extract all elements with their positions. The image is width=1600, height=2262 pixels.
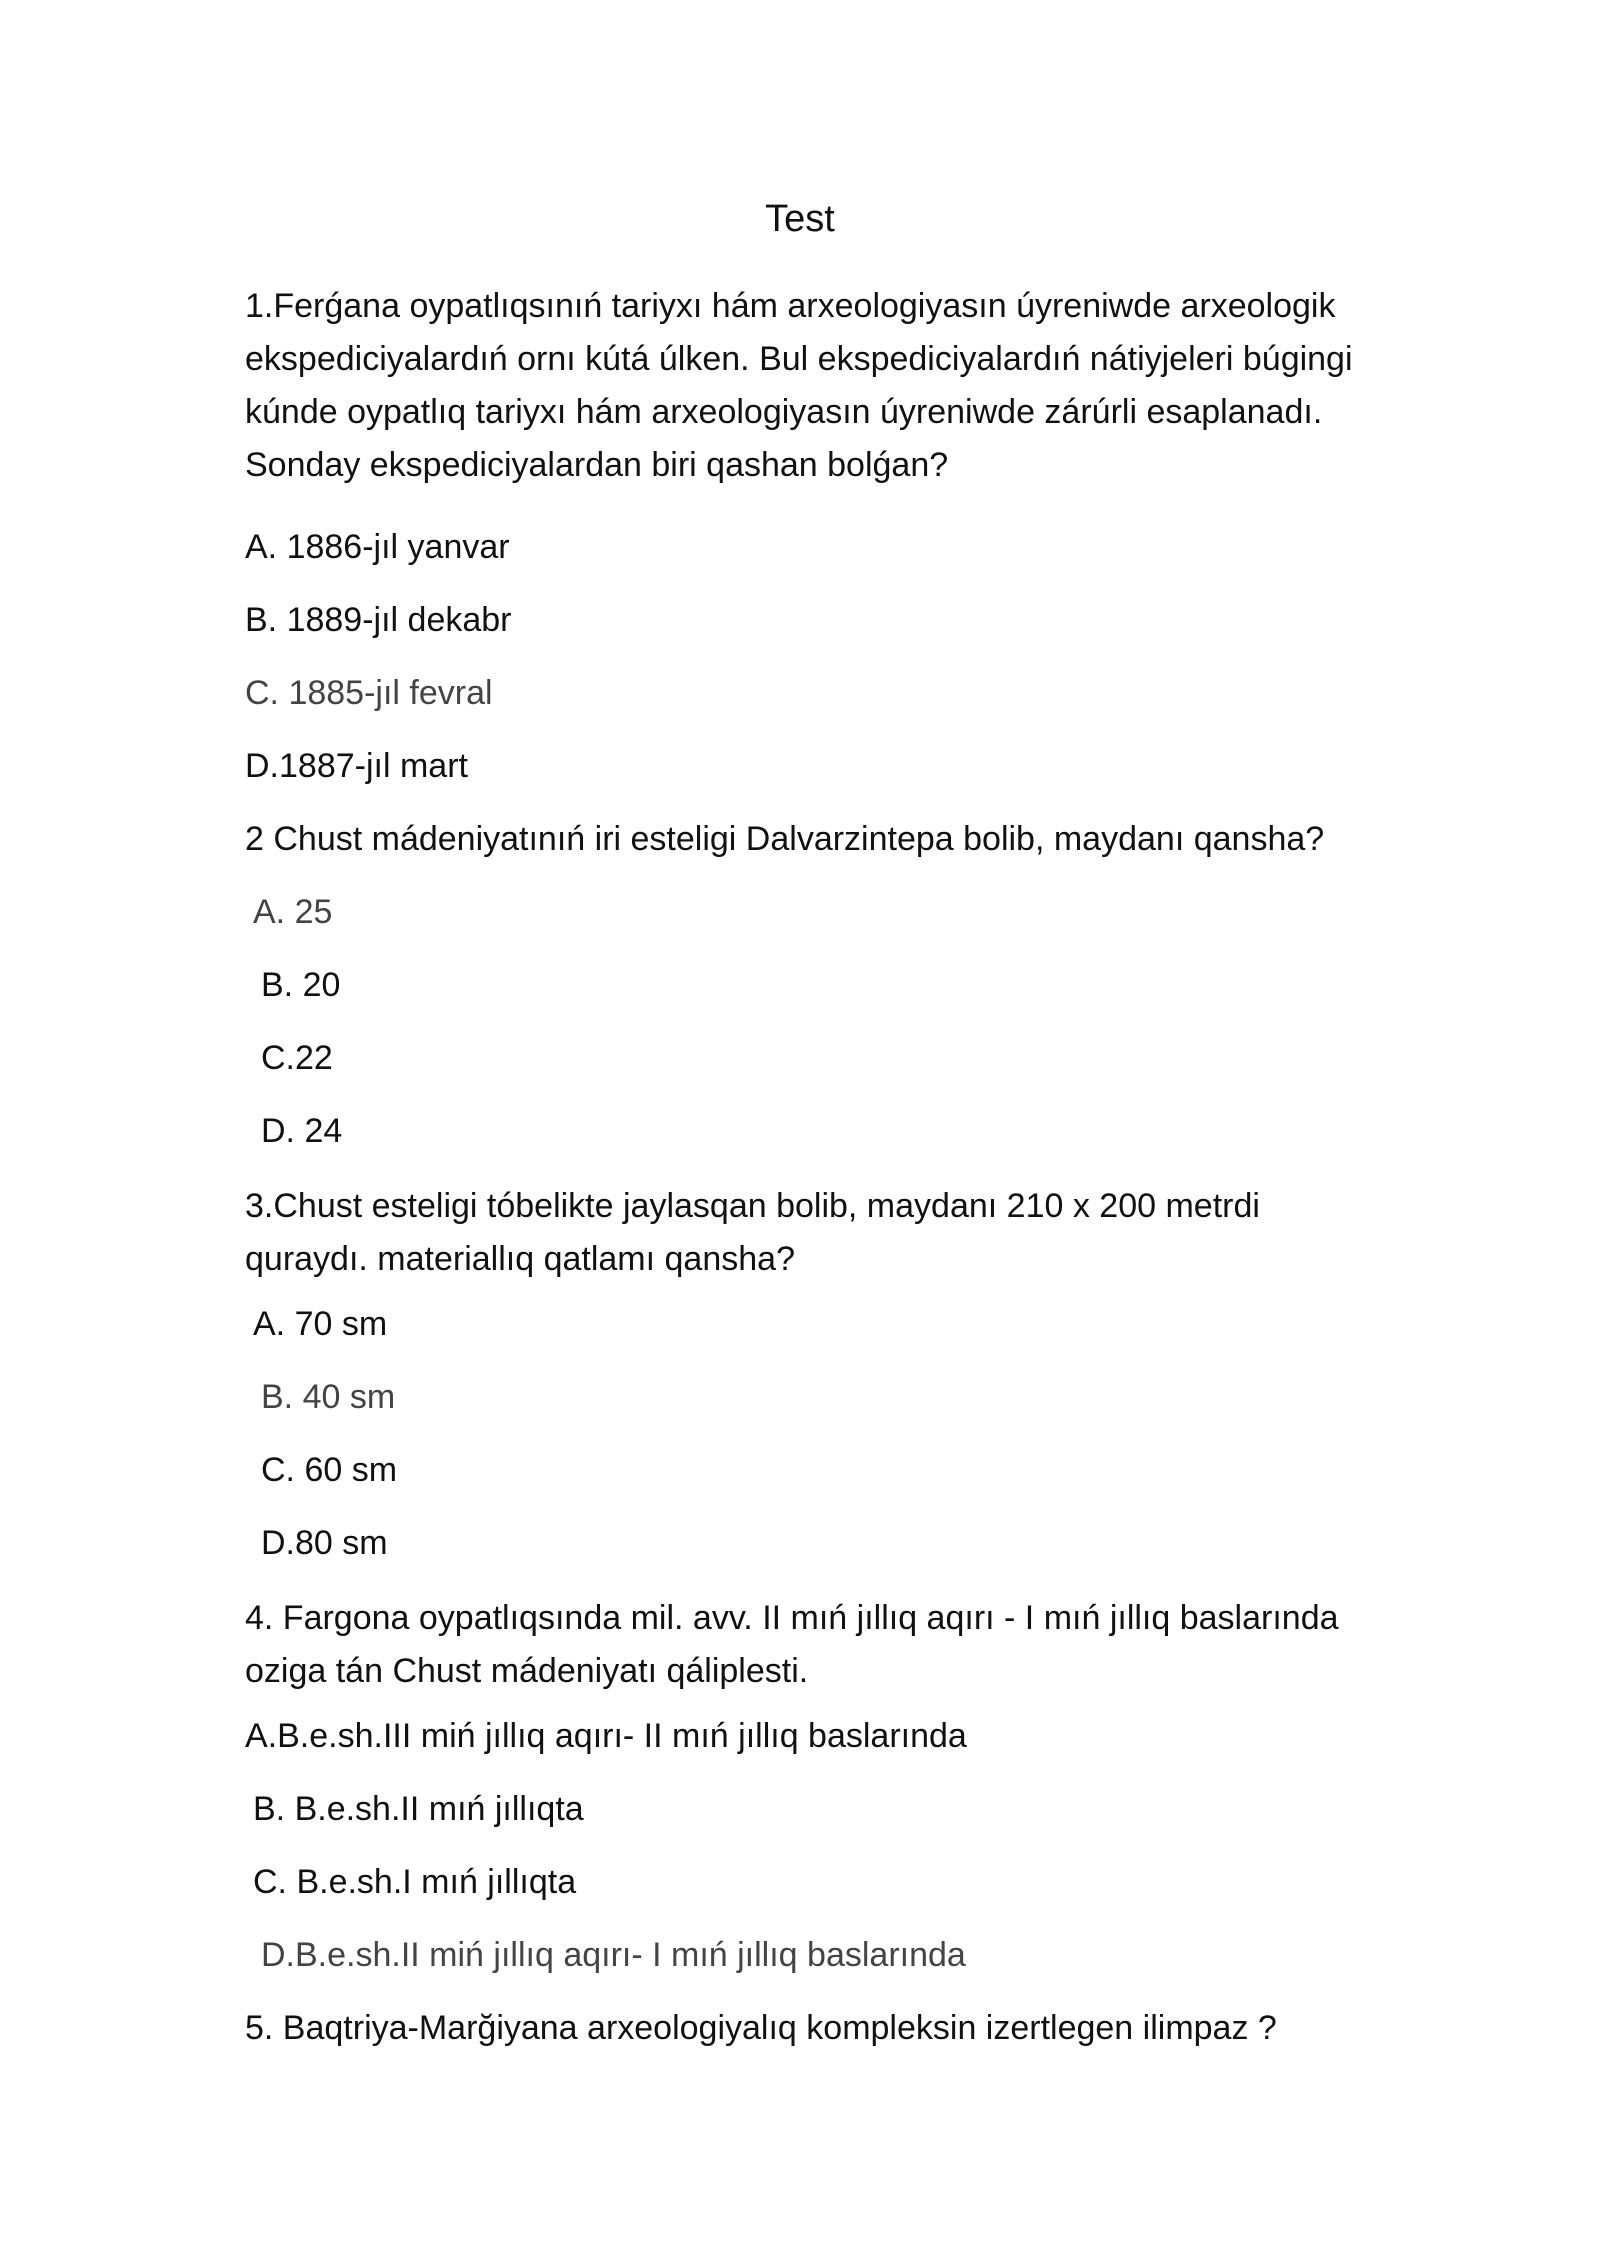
question-2-option-a: A. 25 bbox=[253, 893, 333, 931]
question-1-option-c: C. 1885-jıl fevral bbox=[245, 674, 493, 712]
question-4-option-d: D.B.e.sh.II miń jıllıq aqırı- I mıń jıllıq baslarında bbox=[261, 1936, 966, 1974]
question-3-option-c: C. 60 sm bbox=[261, 1451, 398, 1489]
question-3-option-d: D.80 sm bbox=[261, 1524, 388, 1562]
question-3-option-b: B. 40 sm bbox=[261, 1378, 396, 1416]
question-4-option-b: B. B.e.sh.II mıń jıllıqta bbox=[253, 1790, 584, 1828]
question-3-text: 3.Chust esteligi tóbelikte jaylasqan bolib, maydanı 210 x 200 metrdi quraydı. materiallıq qatlamı qansha? bbox=[245, 1187, 1260, 1278]
question-4-option-c: C. B.e.sh.I mıń jıllıqta bbox=[253, 1863, 577, 1901]
question-2-option-c: C.22 bbox=[261, 1039, 333, 1077]
question-4-option-a: A.B.e.sh.III miń jıllıq aqırı- II mıń jıllıq baslarında bbox=[245, 1717, 967, 1755]
page-title: Test bbox=[765, 198, 835, 240]
question-2-option-d: D. 24 bbox=[261, 1112, 343, 1150]
question-2-text: 2 Chust mádeniyatınıń iri esteligi Dalvarzintepa bolib, maydanı qansha? bbox=[245, 820, 1325, 858]
question-3-option-a: A. 70 sm bbox=[253, 1305, 388, 1343]
question-4-text: 4. Fargona oypatlıqsında mil. avv. II mıń jıllıq aqırı - I mıń jıllıq baslarında oziga tán Chust mádeniyatı qáliplesti. bbox=[245, 1599, 1339, 1690]
question-2-option-b: B. 20 bbox=[261, 966, 341, 1004]
question-1-option-a: A. 1886-jıl yanvar bbox=[245, 528, 510, 566]
question-1-option-b: B. 1889-jıl dekabr bbox=[245, 601, 512, 639]
question-5-text: 5. Baqtriya-Marğiyana arxeologiyalıq kompleksin izertlegen ilimpaz ? bbox=[245, 2009, 1277, 2047]
question-1-option-d: D.1887-jıl mart bbox=[245, 747, 468, 785]
question-1-text: 1.Ferǵana oypatlıqsınıń tariyxı hám arxeologiyasın úyreniwde arxeologik ekspediciyalardıń ornı kútá úlken. Bul ekspediciyalardıń nátiyjeleri búgingi kúnde oypatlıq tariyxı hám arxeologiyasın úyreniwde zárúrli esaplanadı. Sonday ekspediciyalardan biri qashan bolǵan? bbox=[245, 287, 1353, 484]
